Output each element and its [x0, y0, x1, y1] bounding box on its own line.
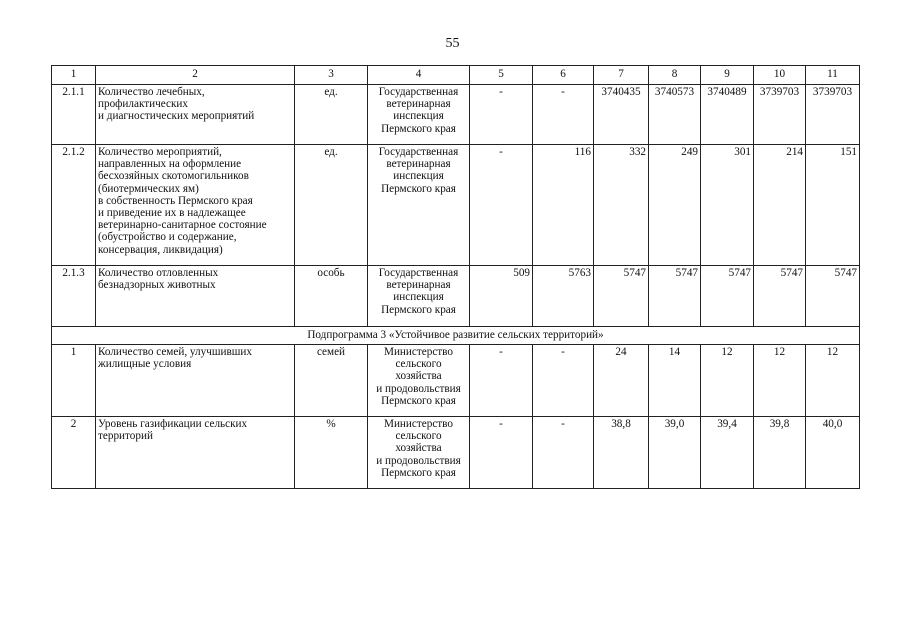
- column-number: 1: [52, 66, 96, 85]
- column-number: 10: [754, 66, 806, 85]
- column-number: 3: [295, 66, 368, 85]
- page-number: 55: [445, 36, 460, 51]
- executor-line: инспекция: [393, 110, 444, 123]
- executor: [368, 266, 470, 327]
- indicator-name-line: Количество мероприятий,: [98, 146, 222, 158]
- value-cell: 332: [594, 145, 649, 266]
- value-cell: 24: [594, 345, 649, 417]
- unit: %: [295, 417, 368, 489]
- executor-line: и продовольствия: [376, 454, 461, 467]
- column-number: 5: [470, 66, 533, 85]
- executor: [368, 145, 470, 266]
- row-number: 1: [52, 345, 96, 417]
- indicator-name: [96, 145, 295, 266]
- unit: семей: [295, 345, 368, 417]
- indicator-name-line: Уровень газификации сельских: [98, 418, 248, 430]
- indicator-name-line: (обустройство и содержание,: [98, 231, 237, 244]
- value-cell: 39,8: [754, 417, 806, 489]
- executor-line: Министерство: [384, 418, 453, 430]
- value-cell: 116: [533, 145, 594, 266]
- table-row: [52, 345, 860, 417]
- executor-line: Пермского края: [381, 303, 456, 316]
- subprogram-row: [52, 327, 860, 345]
- value-cell: 3740573: [649, 85, 701, 145]
- value-cell: -: [470, 417, 533, 489]
- table-row: [52, 417, 860, 489]
- value-cell: 12: [806, 345, 860, 417]
- value-cell: 40,0: [806, 417, 860, 489]
- executor-line: инспекция: [393, 291, 444, 304]
- indicator-name-line: бесхозяйных скотомогильников: [98, 170, 249, 183]
- indicator-name: [96, 417, 295, 489]
- indicator-name-line: ветеринарно-санитарное состояние: [98, 219, 267, 232]
- value-cell: 12: [754, 345, 806, 417]
- value-cell: 3740435: [594, 85, 649, 145]
- column-number: 9: [701, 66, 754, 85]
- column-number: 6: [533, 66, 594, 85]
- indicator-name-line: направленных на оформление: [98, 158, 242, 171]
- column-numbers-row: [52, 66, 860, 85]
- executor-line: ветеринарная: [386, 98, 451, 111]
- value-cell: -: [470, 345, 533, 417]
- row-number: 2.1.1: [52, 85, 96, 145]
- table-row: [52, 85, 860, 145]
- executor-line: Пермского края: [381, 182, 456, 195]
- value-cell: 5763: [533, 266, 594, 327]
- executor-line: и продовольствия: [376, 382, 461, 395]
- indicator-name-line: и диагностических мероприятий: [98, 110, 255, 123]
- executor-line: Министерство: [384, 346, 453, 358]
- indicator-name-line: профилактических: [98, 98, 188, 111]
- unit: особь: [295, 266, 368, 327]
- value-cell: 38,8: [594, 417, 649, 489]
- executor-line: ветеринарная: [386, 158, 451, 171]
- value-cell: 301: [701, 145, 754, 266]
- executor-line: сельского: [395, 358, 442, 371]
- indicator-name-line: и приведение их в надлежащее: [98, 207, 246, 220]
- value-cell: 5747: [806, 266, 860, 327]
- executor-line: ветеринарная: [386, 279, 451, 292]
- indicator-name-line: жилищные условия: [98, 358, 192, 371]
- column-number: 11: [806, 66, 860, 85]
- value-cell: 5747: [701, 266, 754, 327]
- indicator-name: [96, 266, 295, 327]
- value-cell: 39,4: [701, 417, 754, 489]
- column-number: 4: [368, 66, 470, 85]
- unit: ед.: [295, 85, 368, 145]
- value-cell: 151: [806, 145, 860, 266]
- column-number: 8: [649, 66, 701, 85]
- value-cell: -: [533, 417, 594, 489]
- indicator-name-line: консервация, ликвидация): [98, 243, 223, 256]
- value-cell: 14: [649, 345, 701, 417]
- executor-line: Государственная: [378, 146, 459, 158]
- indicators-table: [51, 65, 860, 489]
- value-cell: 3739703: [806, 85, 860, 145]
- value-cell: 12: [701, 345, 754, 417]
- executor-line: Пермского края: [381, 122, 456, 135]
- value-cell: -: [470, 85, 533, 145]
- executor-line: инспекция: [393, 170, 444, 183]
- indicator-name-line: в собственность Пермского края: [98, 194, 253, 207]
- value-cell: 3740489: [701, 85, 754, 145]
- indicator-name: [96, 345, 295, 417]
- row-number: 2: [52, 417, 96, 489]
- value-cell: 249: [649, 145, 701, 266]
- executor-line: Государственная: [378, 86, 459, 98]
- value-cell: -: [470, 145, 533, 266]
- row-number: 2.1.2: [52, 145, 96, 266]
- executor: [368, 417, 470, 489]
- value-cell: 5747: [594, 266, 649, 327]
- unit: ед.: [295, 145, 368, 266]
- indicator-name: [96, 85, 295, 145]
- executor-line: Государственная: [378, 267, 459, 279]
- indicator-name-line: безнадзорных животных: [98, 279, 216, 292]
- executor: [368, 345, 470, 417]
- value-cell: 39,0: [649, 417, 701, 489]
- row-number: 2.1.3: [52, 266, 96, 327]
- executor-line: хозяйства: [395, 442, 442, 455]
- table-row: [52, 266, 860, 327]
- value-cell: 214: [754, 145, 806, 266]
- indicator-name-line: территорий: [98, 430, 153, 443]
- executor-line: сельского: [395, 430, 442, 443]
- indicator-name-line: Количество семей, улучшивших: [98, 346, 252, 358]
- value-cell: -: [533, 85, 594, 145]
- executor-line: хозяйства: [395, 370, 442, 383]
- value-cell: 5747: [754, 266, 806, 327]
- column-number: 7: [594, 66, 649, 85]
- executor-line: Пермского края: [381, 394, 456, 407]
- subprogram-title: Подпрограмма 3 «Устойчивое развитие сельских территорий»: [52, 327, 860, 345]
- table-row: [52, 145, 860, 266]
- value-cell: -: [533, 345, 594, 417]
- executor: [368, 85, 470, 145]
- value-cell: 5747: [649, 266, 701, 327]
- value-cell: 3739703: [754, 85, 806, 145]
- value-cell: 509: [470, 266, 533, 327]
- indicator-name-line: Количество отловленных: [98, 267, 219, 279]
- indicator-name-line: (биотермических ям): [98, 182, 199, 195]
- column-number: 2: [96, 66, 295, 85]
- executor-line: Пермского края: [381, 466, 456, 479]
- indicator-name-line: Количество лечебных,: [98, 86, 205, 98]
